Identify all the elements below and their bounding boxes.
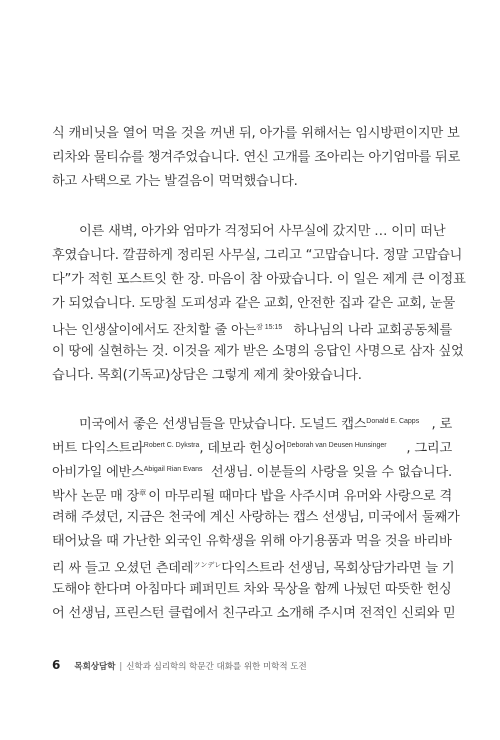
text-segment: 이 마무리될 때마다 밥을 사주시며 유머와 사랑으로 격 bbox=[148, 489, 452, 504]
title-separator: | bbox=[119, 662, 123, 672]
text-segment: , 그리고 bbox=[406, 441, 452, 456]
text-line bbox=[52, 434, 452, 458]
page-footer bbox=[52, 658, 307, 672]
text-segment: 선생님. 이분들의 사랑을 잊을 수 없습니다. bbox=[210, 465, 452, 480]
text-line: 이른 새벽, 아가와 엄마가 걱정되어 사무실에 갔지만 … 이미 떠난 bbox=[79, 224, 446, 239]
text-line: 도해야 한다며 아침마다 페퍼민트 차와 묵상을 함께 나눴던 따뜻한 헌싱 bbox=[52, 582, 452, 597]
text-line: 어 선생님, 프린스턴 클럽에서 친구라고 소개해 주시며 전적인 신뢰와 믿 bbox=[52, 606, 456, 621]
japanese-annotation: ツンデレ bbox=[193, 562, 222, 569]
text-line: 다”가 적힌 포스트잇 한 장. 마음이 참 아팠습니다. 이 일은 제게 큰 이정표 bbox=[52, 272, 466, 287]
text-line bbox=[52, 482, 452, 506]
text-line: 하고 사택으로 가는 발걸음이 먹먹했습니다. bbox=[52, 174, 298, 189]
text-line: 리차와 물티슈를 챙겨주었습니다. 연신 고개를 조아리는 아기엄마를 뒤로 bbox=[52, 150, 461, 165]
name-annotation: Abigail Rian Evans bbox=[143, 466, 203, 473]
paragraph-2 bbox=[52, 220, 466, 388]
name-annotation: Robert C. Dykstra bbox=[143, 442, 200, 449]
scripture-reference: 잠 15:15 bbox=[256, 324, 283, 331]
hanja-annotation: 章 bbox=[139, 490, 147, 497]
text-line: 려해 주셨던, 지금은 천국에 계신 사랑하는 캡스 선생님, 미국에서 둘째가 bbox=[52, 510, 460, 525]
page-number: 6 bbox=[52, 658, 61, 672]
text-segment: , 로 bbox=[431, 417, 452, 432]
paragraph-1 bbox=[52, 122, 461, 194]
text-segment: 다익스트라 선생님, 목회상담가라면 늘 기 bbox=[221, 561, 455, 576]
text-segment: 나는 인생살이에서도 잔치할 줄 아는 bbox=[52, 323, 257, 338]
text-segment: 리 싸 들고 오셨던 츤데레 bbox=[52, 561, 194, 576]
text-line: 이 땅에 실현하는 것. 이것을 제가 받은 소명의 응답인 사명으로 삼자 싶었 bbox=[52, 344, 464, 359]
text-segment: 미국에서 좋은 선생님들을 만났습니다. 도널드 캡스 bbox=[79, 417, 367, 432]
text-segment: , 데보라 헌싱어 bbox=[199, 441, 287, 456]
text-line bbox=[52, 554, 455, 578]
text-line: 후였습니다. 깔끔하게 정리된 사무실, 그리고 “고맙습니다. 정말 고맙습니 bbox=[52, 248, 463, 263]
book-title: 목회상담학 bbox=[74, 662, 116, 672]
name-annotation: Donald E. Capps bbox=[366, 418, 420, 425]
paragraph-3 bbox=[52, 410, 460, 626]
text-line bbox=[52, 410, 452, 434]
text-line: 태어났을 때 가난한 외국인 유학생을 위해 아기용품과 먹을 것을 바리바 bbox=[52, 534, 452, 549]
text-line bbox=[52, 458, 452, 482]
name-annotation: Deborah van Deusen Hunsinger bbox=[286, 442, 387, 449]
text-line: 가 되었습니다. 도망칠 도피성과 같은 교회, 안전한 집과 같은 교회, 눈물 bbox=[52, 296, 455, 311]
text-line: 식 캐비닛을 열어 먹을 것을 꺼낸 뒤, 아가를 위해서는 임시방편이지만 보 bbox=[52, 126, 460, 141]
text-line: 습니다. 목회(기독교)상담은 그렇게 제게 찾아왔습니다. bbox=[52, 368, 362, 383]
text-segment: 박사 논문 매 장 bbox=[52, 489, 140, 504]
text-line bbox=[52, 316, 452, 340]
text-segment: 하나님의 나라 교회공동체를 bbox=[293, 323, 452, 338]
book-subtitle: 신학과 심리학의 학문간 대화를 위한 미학적 도전 bbox=[126, 662, 307, 672]
text-segment: 아비가일 에반스 bbox=[52, 465, 144, 480]
text-segment: 버트 다익스트라 bbox=[52, 441, 144, 456]
